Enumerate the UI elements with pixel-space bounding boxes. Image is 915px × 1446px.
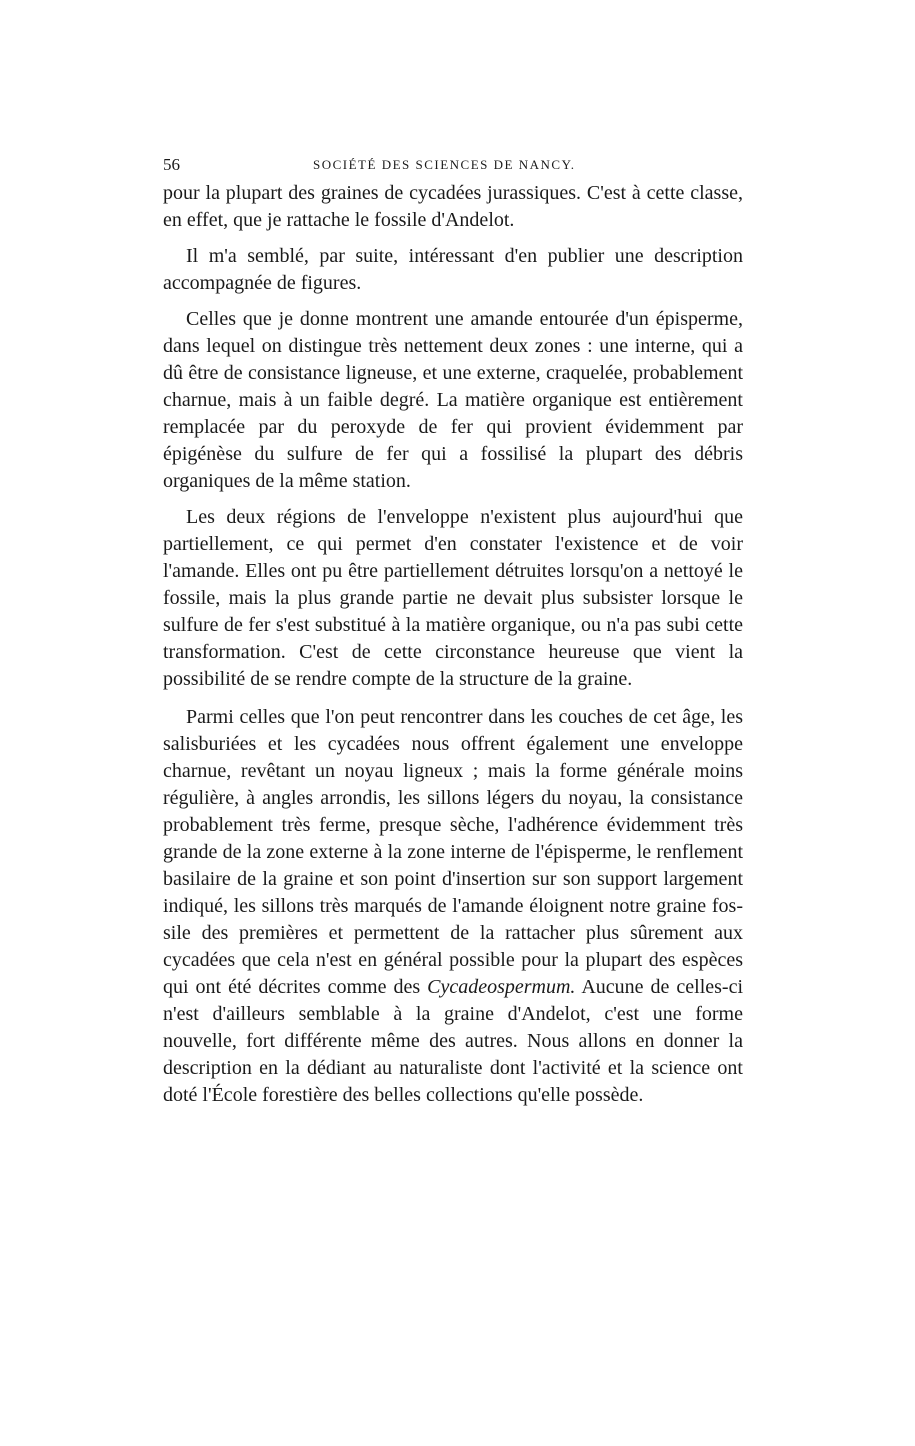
- running-head: SOCIÉTÉ DES SCIENCES DE NANCY.: [313, 157, 576, 172]
- page-header: [163, 150, 743, 180]
- paragraph-1: pour la plupart des graines de cycadées jurassiques. C'est à cette classe, en effet, que je rattache le fossile d'Andelot.: [163, 182, 743, 231]
- body-text: [163, 180, 743, 1109]
- taxon-name: Cycadeospermum.: [427, 976, 576, 998]
- paragraph-2: Il m'a semblé, par suite, intéressant d'en publier une description accompagnée de figures.: [163, 245, 743, 294]
- paragraph-4: Les deux régions de l'enveloppe n'existent plus aujourd'hui que partiellement, ce qui permet d'en constater l'existence et de voir l'amande. Elles ont pu être partiellement détruites lorsqu'on a nettoyé le fossile, mais la plus grande partie ne devait plus subsister lorsque le sulfure de fer s'est substitué à la matière organique, ou n'a pas subi cette transformation. C'est de cette circonstance heureuse que vient la possibilité de se rendre compte de la structure de la graine.: [163, 506, 743, 690]
- paragraph-3: Celles que je donne montrent une amande entourée d'un épisperme, dans lequel on distingue très nettement deux zones : une interne, qui a dû être de consistance ligneuse, et une externe, craquelée, probablement charnue, mais à un faible degré. La matière organique est entièrement remplacée par du peroxyde de fer qui provient évidemment par épigénèse du sulfure de fer qui a fossilisé la plupart des débris organiques de la même station.: [163, 308, 743, 492]
- paragraph-5-text-after: Aucune de celles-ci n'est d'ailleurs semblable à la graine d'Andelot, c'est une forme nouvelle, fort différente même des autres. Nous allons en donner la description en la dédiant au naturaliste dont l'activité et la science ont doté l'École forestière des belles collections qu'elle possède.: [163, 976, 743, 1106]
- book-page: [163, 150, 743, 1118]
- page-number: 56: [163, 155, 180, 174]
- paragraph-5-text-before: Parmi celles que l'on peut rencontrer dans les couches de cet âge, les salisburiées et les cycadées nous offrent également une enveloppe charnue, revêtant un noyau ligneux ; mais la forme générale moins régulière, à angles arrondis, les sillons légers du noyau, la consistance probablement très ferme, presque sèche, l'adhérence évidemment très grande de la zone externe à la zone interne de l'épisperme, le renflement basilaire de la graine et son point d'insertion sur son support largement indiqué, les sillons très marqués de l'amande éloignent notre graine fossile des premières et permettent de la rattacher plus sûrement aux cycadées que cela n'est en général possible pour la plupart des espèces qui ont été décrites comme des: [163, 706, 743, 998]
- paragraph-5: [163, 704, 743, 1109]
